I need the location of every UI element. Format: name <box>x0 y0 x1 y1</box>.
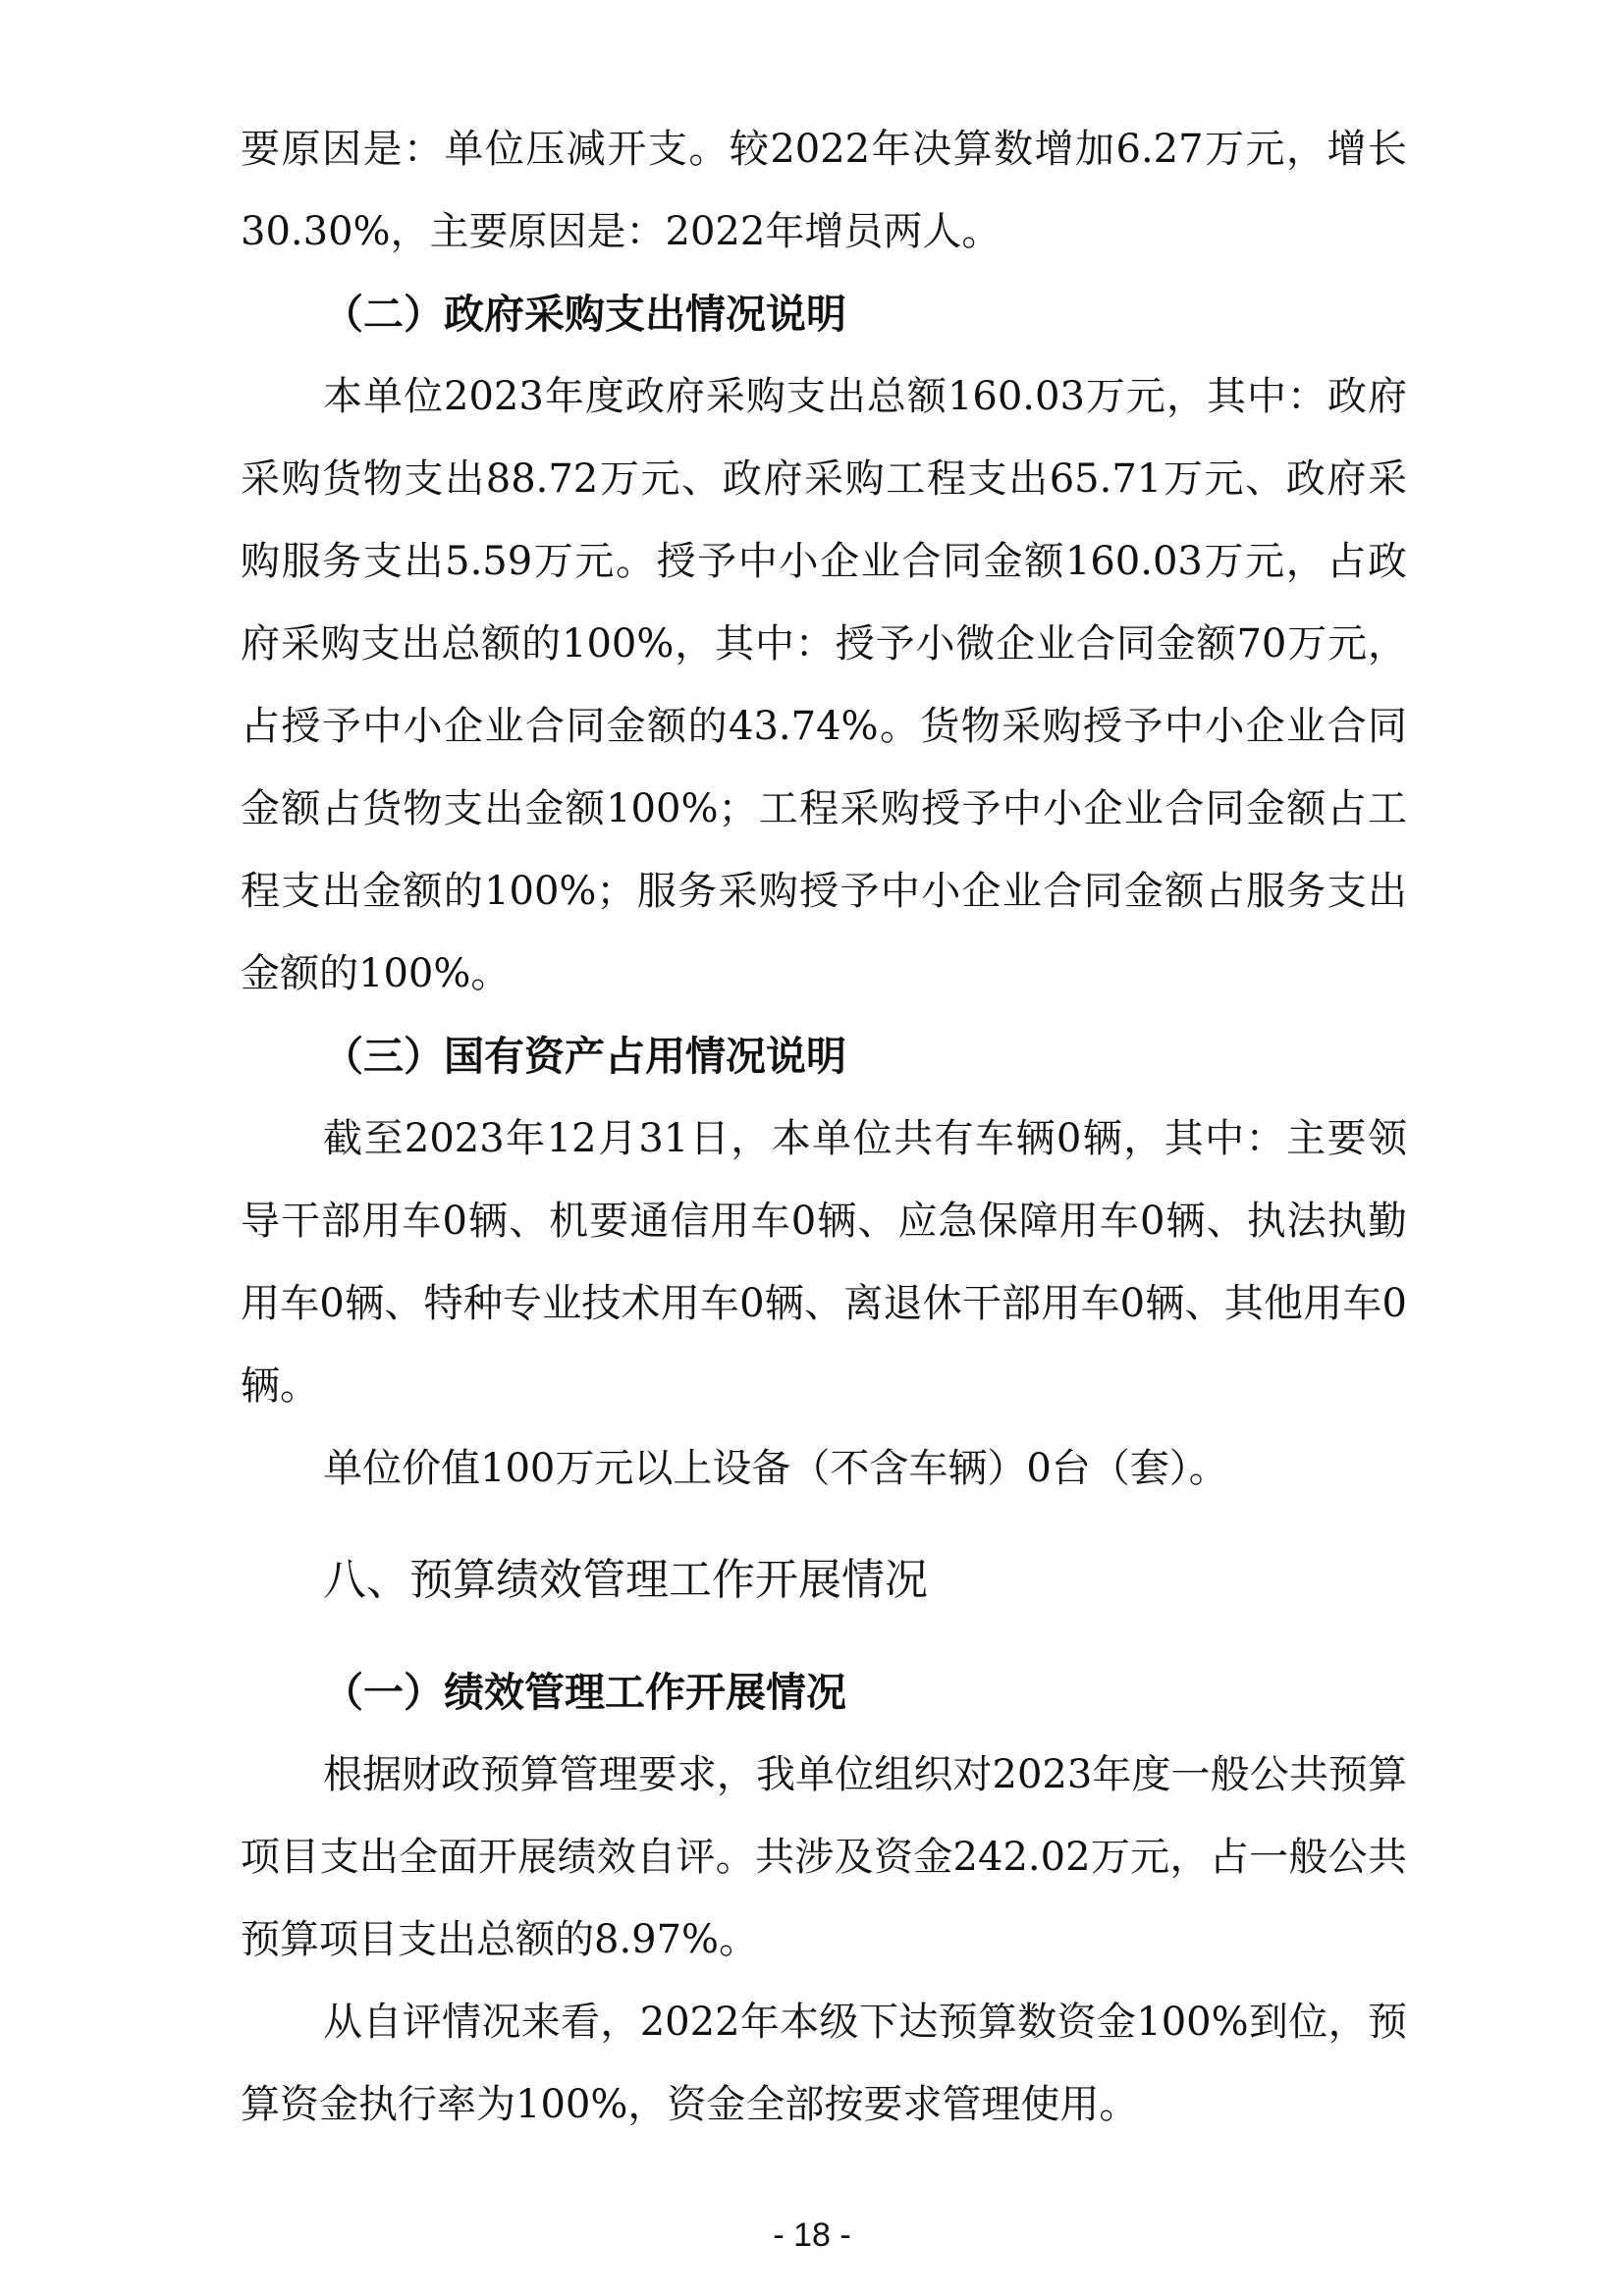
subheading-government-procurement: （二）政府采购支出情况说明 <box>323 291 846 338</box>
document-body <box>241 108 1407 2146</box>
subheading-state-assets: （三）国有资产占用情况说明 <box>323 1033 846 1080</box>
paragraph-vehicles: 截至2023年12月31日，本单位共有车辆0辆，其中：主要领导干部用车0辆、机要通信用车0辆、应急保障用车0辆、执法执勤用车0辆、特种专业技术用车0辆、离退休干部用车0辆、其他用车0辆。 <box>241 1116 1407 1409</box>
paragraph-procurement: 本单位2023年度政府采购支出总额160.03万元，其中：政府采购货物支出88.72万元、政府采购工程支出65.71万元、政府采购服务支出5.59万元。授予中小企业合同金额160.03万元，占政府采购支出总额的100%，其中：授予小微企业合同金额70万元，占授予中小企业合同金额的43.74%。货物采购授予中小企业合同金额占货物支出金额100%；工程采购授予中小企业合同金额占工程支出金额的100%；服务采购授予中小企业合同金额占服务支出金额的100%。 <box>241 374 1407 996</box>
paragraph-evaluation-result: 从自评情况来看，2022年本级下达预算数资金100%到位，预算资金执行率为100%，资金全部按要求管理使用。 <box>241 2000 1407 2127</box>
paragraph-self-evaluation: 根据财政预算管理要求，我单位组织对2023年度一般公共预算项目支出全面开展绩效自评。共涉及资金242.02万元，占一般公共预算项目支出总额的8.97%。 <box>241 1752 1407 1962</box>
page-number: - 18 - <box>773 2216 851 2254</box>
subheading-performance-management: （一）绩效管理工作开展情况 <box>323 1669 846 1716</box>
paragraph-continuation: 要原因是：单位压减开支。较2022年决算数增加6.27万元，增长30.30%，主要原因是：2022年增员两人。 <box>241 127 1407 254</box>
paragraph-equipment: 单位价值100万元以上设备（不含车辆）0台（套）。 <box>323 1446 1228 1491</box>
section-title-performance: 八、预算绩效管理工作开展情况 <box>323 1555 928 1605</box>
